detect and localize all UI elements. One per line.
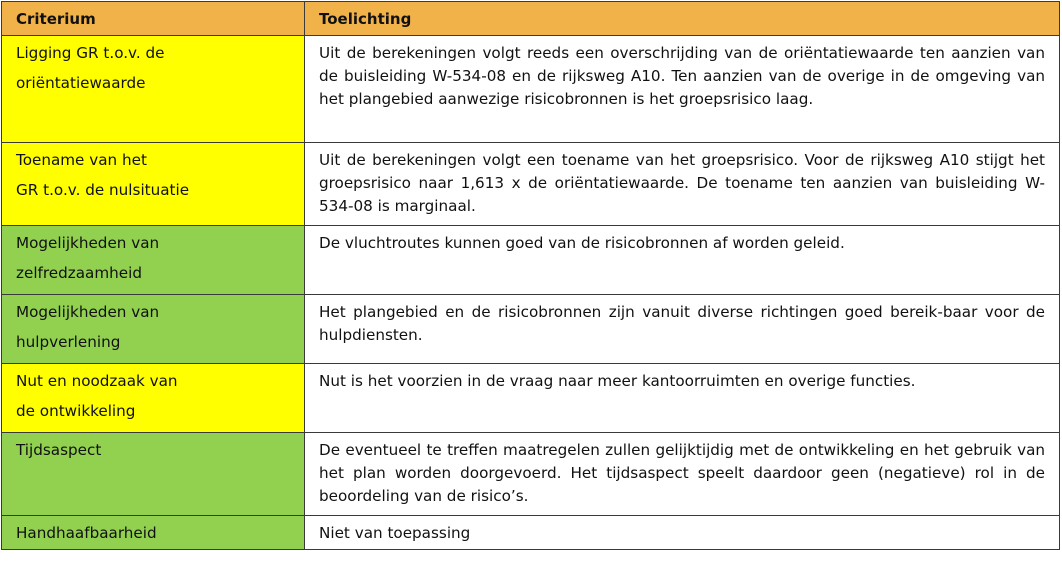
- header-toelichting: Toelichting: [305, 2, 1060, 36]
- criterium-text: Handhaafbaarheid: [16, 524, 157, 542]
- toelichting-text: Nut is het voorzien in de vraag naar meer kantoorruimten en overige functies.: [319, 372, 916, 390]
- criterium-cell: [2, 226, 305, 295]
- criterium-cell: [2, 143, 305, 226]
- toelichting-text: Uit de berekeningen volgt een toename van het groepsrisico. Voor de rijksweg A10 stijgt het groepsrisico naar 1,613 x de oriëntatiewaarde. De toename ten aanzien van buisleiding W-534-08 is marginaal.: [319, 151, 1045, 215]
- criterium-text: Ligging GR t.o.v. de oriëntatiewaarde: [16, 44, 165, 92]
- toelichting-cell: [305, 226, 1060, 295]
- table-header: [2, 2, 1060, 36]
- toelichting-cell: [305, 364, 1060, 433]
- table-row: [2, 36, 1060, 143]
- table-row: [2, 433, 1060, 516]
- criterium-cell: [2, 36, 305, 143]
- criterium-text: Mogelijkheden van hulpverlening: [16, 303, 160, 351]
- criterium-cell: [2, 295, 305, 364]
- toelichting-text: Uit de berekeningen volgt reeds een overschrijding van de oriëntatiewaarde ten aanzien van de buisleiding W-534-08 en de rijksweg A10. Ten aanzien van de overige in de omgeving van het plangebied aanwezige risicobronnen is het groepsrisico laag.: [319, 44, 1045, 108]
- table-body: [2, 36, 1060, 550]
- criterium-cell: [2, 433, 305, 516]
- toelichting-cell: [305, 433, 1060, 516]
- criteria-table: [1, 1, 1060, 550]
- header-row: [2, 2, 1060, 36]
- criterium-cell: [2, 516, 305, 550]
- toelichting-cell: [305, 295, 1060, 364]
- table-row: [2, 143, 1060, 226]
- toelichting-cell: [305, 516, 1060, 550]
- toelichting-text: Het plangebied en de risicobronnen zijn vanuit diverse richtingen goed bereik-baar voor de hulpdiensten.: [319, 303, 1045, 344]
- toelichting-text: Niet van toepassing: [319, 524, 471, 542]
- header-criterium: Criterium: [2, 2, 305, 36]
- toelichting-cell: [305, 36, 1060, 143]
- table-row: [2, 295, 1060, 364]
- toelichting-cell: [305, 143, 1060, 226]
- criterium-cell: [2, 364, 305, 433]
- criterium-text: Mogelijkheden van zelfredzaamheid: [16, 234, 160, 282]
- toelichting-text: De vluchtroutes kunnen goed van de risicobronnen af worden geleid.: [319, 234, 845, 252]
- criterium-text: Tijdsaspect: [16, 441, 102, 459]
- criterium-text: Nut en noodzaak van de ontwikkeling: [16, 372, 178, 420]
- table-row: [2, 226, 1060, 295]
- table-row: [2, 516, 1060, 550]
- criterium-text: Toename van het GR t.o.v. de nulsituatie: [16, 151, 190, 199]
- toelichting-text: De eventueel te treffen maatregelen zullen gelijktijdig met de ontwikkeling en het gebruik van het plan worden doorgevoerd. Het tijdsaspect speelt daardoor geen (negatieve) rol in de beoordeling van de risico’s.: [319, 441, 1045, 505]
- table-row: [2, 364, 1060, 433]
